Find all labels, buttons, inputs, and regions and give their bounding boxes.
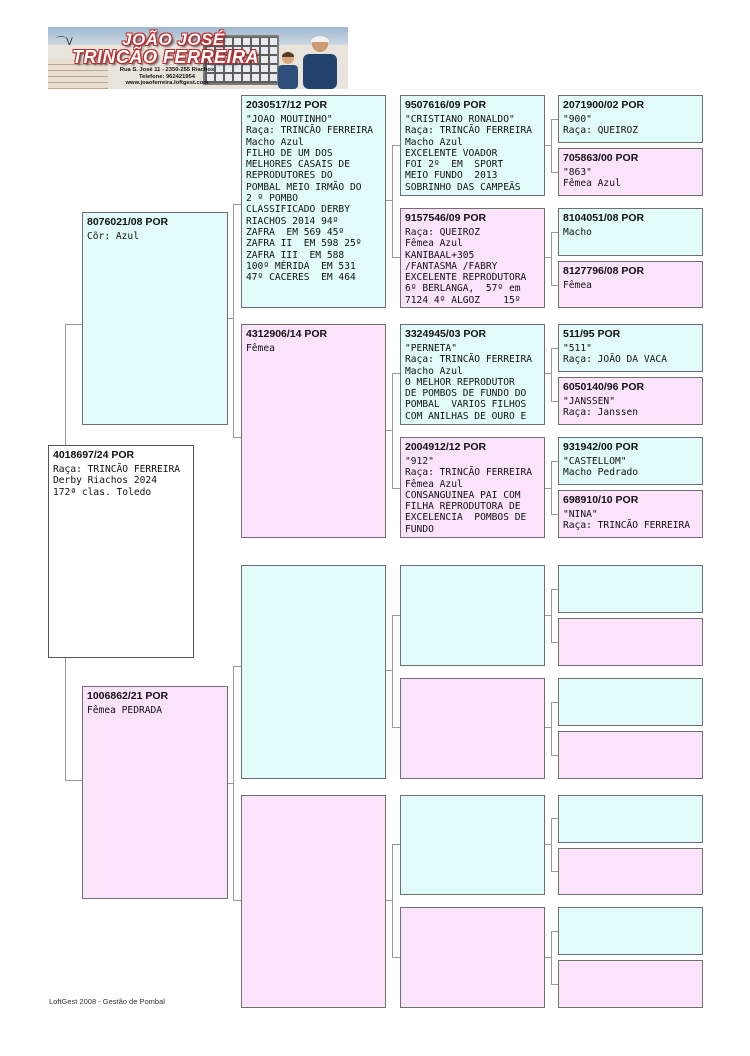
- gggp-details: "NINA" Raça: TRINCÃO FERREIRA: [563, 509, 691, 532]
- sire-details: Cõr: Azul: [87, 231, 139, 242]
- logo-title-line2: TRINCÃO FERREIRA: [72, 47, 259, 67]
- logo-address-line: Rua S. José 11 - 2350-255 Riachos: [119, 67, 215, 73]
- dam-card[interactable]: [82, 686, 228, 899]
- paternal-grandsire-ring-number: 2030517/12 POR: [246, 99, 328, 111]
- paternal-grandsire-card[interactable]: [241, 95, 386, 308]
- gggp-details: "JANSSEN" Raça: Janssen: [563, 396, 639, 419]
- gggp-card-15[interactable]: [558, 907, 703, 955]
- ggp-sire-sire-sire-card[interactable]: [400, 95, 545, 196]
- logo-title-line1: JOÃO JOSÉ: [122, 30, 225, 49]
- gggp-card-13[interactable]: [558, 795, 703, 843]
- gggp-card-4[interactable]: [558, 261, 703, 308]
- ggp-details: "CRISTIANO RONALDO" Raça: TRINCÃO FERREIRA Macho Azul EXCELENTE VOADOR FOI 2º EM SPORT MEIO FUNDO 2013 SOBRINHO DAS CAMPEÃS: [405, 114, 533, 193]
- paternal-granddam-ring-number: 4312906/14 POR: [246, 328, 328, 340]
- gggp-details: Macho: [563, 227, 592, 238]
- gggp-ring-number: 6050140/96 POR: [563, 381, 645, 393]
- dam-details: Fêmea PEDRADA: [87, 705, 163, 716]
- gggp-ring-number: 705863/00 POR: [563, 152, 639, 164]
- gggp-card-12[interactable]: [558, 731, 703, 779]
- paternal-granddam-card[interactable]: [241, 324, 386, 538]
- gggp-card-14[interactable]: [558, 848, 703, 895]
- gggp-details: Fêmea: [563, 280, 592, 291]
- ggp-details: "912" Raça: TRINCÃO FERREIRA Fêmea Azul CONSANGUINEA PAI COM FILHA REPRODUTORA DE EXCELENCIA POMBOS DE FUNDO: [405, 456, 533, 535]
- ggp-dam-dam-dam-card[interactable]: [400, 907, 545, 1008]
- subject-details: Raça: TRINCÃO FERREIRA Derby Riachos 2024 172ª clas. Toledo: [53, 464, 181, 498]
- gggp-details: "900" Raça: QUEIROZ: [563, 114, 639, 137]
- paternal-grandsire-details: "JOAO MOUTINHO" Raça: TRINCÃO FERREIRA Macho Azul FILHO DE UM DOS MELHORES CASAIS DE REPRODUTORES DO POMBAL MEIO IRMÃO DO 2 º POMBO CLASSIFICADO DERBY RIACHOS 2014 94º ZAFRA EM 569 45º ZAFRA II EM 598 25º ZAFRA III EM 588 100º MÉRIDA EM 531 47º CACERES EM 464: [246, 114, 374, 284]
- gggp-card-3[interactable]: [558, 208, 703, 256]
- logo-phone-line: Telefone: 962421954: [139, 73, 195, 80]
- gggp-card-10[interactable]: [558, 618, 703, 666]
- paternal-granddam-details: Fêmea: [246, 343, 275, 354]
- breeder-logo: [48, 27, 348, 89]
- gggp-ring-number: 2071900/02 POR: [563, 99, 645, 111]
- gggp-card-8[interactable]: [558, 490, 703, 538]
- footer-credit: LoftGest 2008 - Gestão de Pombal: [49, 997, 165, 1006]
- gggp-details: "863" Fêmea Azul: [563, 167, 621, 190]
- gggp-ring-number: 8104051/08 POR: [563, 212, 645, 224]
- logo-website-line: www.joaoferreira.loftgest.com: [125, 80, 209, 86]
- ggp-dam-sire-dam-card[interactable]: [400, 678, 545, 779]
- ggp-details: "PERNETA" Raça: TRINCÃO FERREIRA Macho Azul O MELHOR REPRODUTOR DE POMBOS DE FUNDO DO POMBAL VARIOS FILHOS COM ANILHAS DE OURO E: [405, 343, 533, 422]
- gggp-ring-number: 511/95 POR: [563, 328, 621, 340]
- gggp-card-2[interactable]: [558, 148, 703, 196]
- gggp-ring-number: 698910/10 POR: [563, 494, 639, 506]
- ggp-ring-number: 2004912/12 POR: [405, 441, 487, 453]
- ggp-ring-number: 9157546/09 POR: [405, 212, 487, 224]
- ggp-ring-number: 3324945/03 POR: [405, 328, 487, 340]
- ggp-sire-dam-dam-card[interactable]: [400, 437, 545, 538]
- gggp-card-16[interactable]: [558, 960, 703, 1008]
- man-photo-icon: [298, 31, 342, 89]
- maternal-grandsire-card[interactable]: [241, 565, 386, 779]
- ggp-dam-dam-sire-card[interactable]: [400, 795, 545, 895]
- subject-pigeon-card[interactable]: [48, 445, 194, 658]
- ggp-sire-sire-dam-card[interactable]: [400, 208, 545, 308]
- gggp-details: "511" Raça: JOÃO DA VACA: [563, 343, 667, 366]
- sire-ring-number: 8076021/08 POR: [87, 216, 169, 228]
- gggp-card-7[interactable]: [558, 437, 703, 485]
- gggp-card-1[interactable]: [558, 95, 703, 143]
- gggp-card-6[interactable]: [558, 377, 703, 425]
- gggp-ring-number: 8127796/08 POR: [563, 265, 645, 277]
- maternal-granddam-card[interactable]: [241, 795, 386, 1008]
- gggp-card-9[interactable]: [558, 565, 703, 613]
- dam-ring-number: 1006862/21 POR: [87, 690, 169, 702]
- ggp-details: Raça: QUEIROZ Fêmea Azul KANIBAAL+305 /FANTASMA /FABRY EXCELENTE REPRODUTORA 6º BERLANGA, 57º em 7124 4º ALGOZ 15º: [405, 227, 527, 306]
- gggp-ring-number: 931942/00 POR: [563, 441, 639, 453]
- gggp-card-5[interactable]: [558, 324, 703, 372]
- gggp-details: "CASTELLOM" Macho Pedrado: [563, 456, 639, 479]
- gggp-card-11[interactable]: [558, 678, 703, 726]
- logo-address: [92, 67, 242, 87]
- ggp-ring-number: 9507616/09 POR: [405, 99, 487, 111]
- ggp-sire-dam-sire-card[interactable]: [400, 324, 545, 425]
- sire-card[interactable]: [82, 212, 228, 425]
- subject-ring-number: 4018697/24 POR: [53, 449, 135, 461]
- pigeon-icon: ⌒ᐯ: [56, 37, 73, 48]
- ggp-dam-sire-sire-card[interactable]: [400, 565, 545, 666]
